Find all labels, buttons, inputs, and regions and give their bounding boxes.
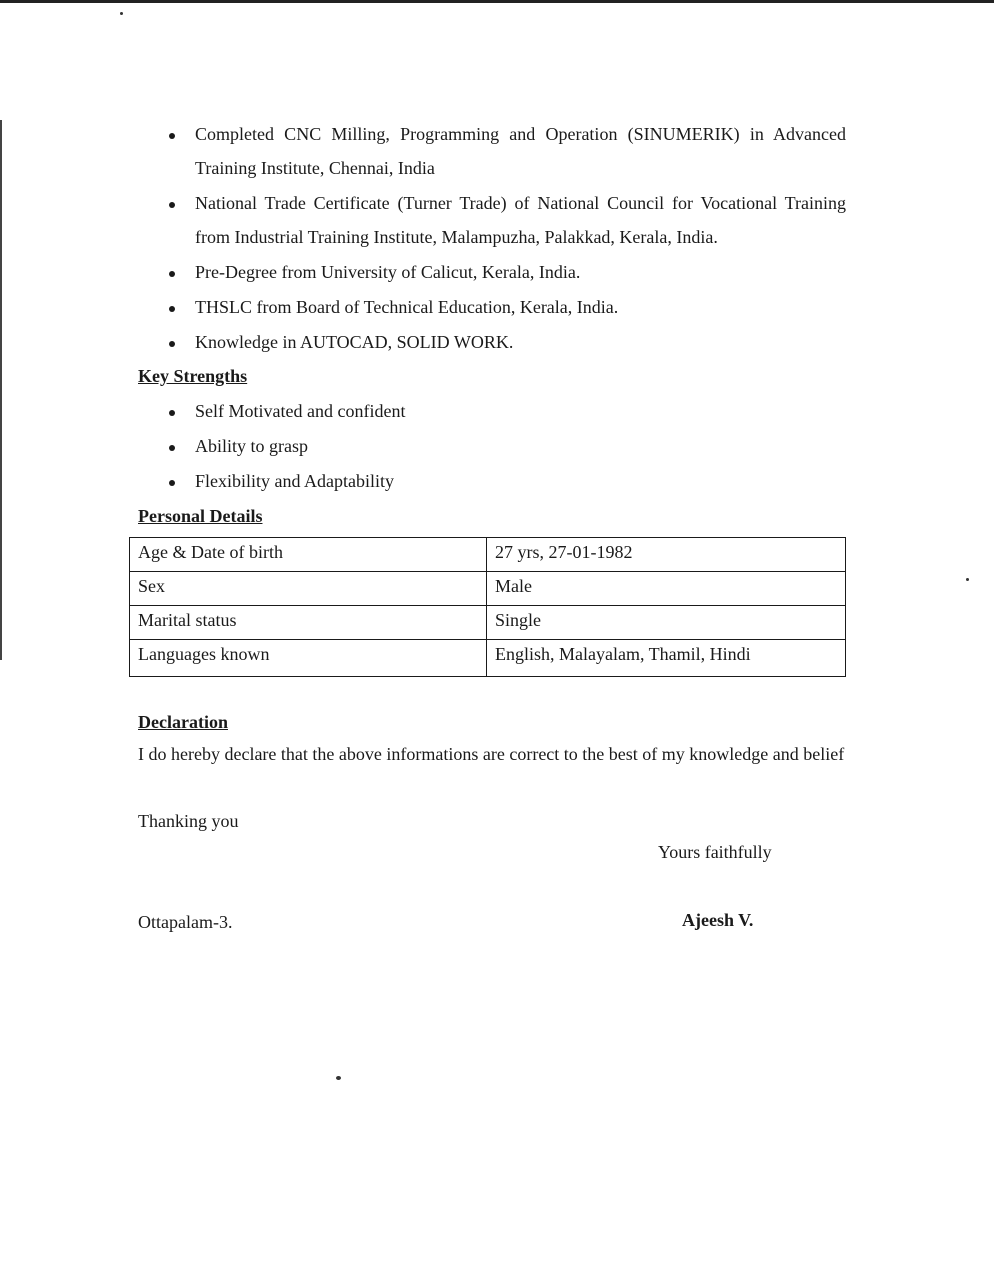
list-item xyxy=(164,429,846,463)
list-item-text: THSLC from Board of Technical Education, Kerala, India. xyxy=(195,297,619,317)
list-item-text: Pre-Degree from University of Calicut, Kerala, India. xyxy=(195,262,581,282)
closing-text: Yours faithfully xyxy=(658,842,772,862)
table-row xyxy=(130,572,846,606)
personal-details-heading: Personal Details xyxy=(138,506,263,526)
list-item-text: Self Motivated and confident xyxy=(195,401,406,421)
list-item xyxy=(164,117,846,185)
list-item-text: Flexibility and Adaptability xyxy=(195,471,394,491)
scan-edge-top xyxy=(0,0,994,3)
bullet-icon xyxy=(169,133,175,139)
qualifications-list xyxy=(164,117,846,360)
table-cell-value: Single xyxy=(487,606,846,640)
place-text: Ottapalam-3. xyxy=(138,912,233,932)
list-item xyxy=(164,255,846,289)
list-item xyxy=(164,394,846,428)
scan-speck xyxy=(336,1076,341,1080)
bullet-icon xyxy=(169,271,175,277)
key-strengths-heading: Key Strengths xyxy=(138,366,248,386)
bullet-icon xyxy=(169,410,175,416)
table-cell-label: Sex xyxy=(130,572,487,606)
declaration-text: I do hereby declare that the above informations are correct to the best of my knowledge and belief xyxy=(138,744,845,764)
list-item-text: Ability to grasp xyxy=(195,436,308,456)
table-row xyxy=(130,640,846,677)
signatory-name: Ajeesh V. xyxy=(682,910,754,930)
list-item-text: Knowledge in AUTOCAD, SOLID WORK. xyxy=(195,332,514,352)
declaration-heading: Declaration xyxy=(138,712,228,732)
table-cell-value: 27 yrs, 27-01-1982 xyxy=(487,538,846,572)
list-item xyxy=(164,325,846,359)
personal-details-table xyxy=(129,537,846,677)
table-cell-value: Male xyxy=(487,572,846,606)
list-item xyxy=(164,464,846,498)
list-item-text: National Trade Certificate (Turner Trade) of National Council for Vocational Training from Industrial Training Institute, Malampuzha, Palakkad, Kerala, India. xyxy=(195,193,846,247)
list-item xyxy=(164,290,846,324)
thanking-text: Thanking you xyxy=(138,811,239,831)
table-cell-label: Age & Date of birth xyxy=(130,538,487,572)
scan-speck xyxy=(120,12,123,15)
bullet-icon xyxy=(169,480,175,486)
list-item-text: Completed CNC Milling, Programming and Operation (SINUMERIK) in Advanced Training Institute, Chennai, India xyxy=(195,124,846,178)
bullet-icon xyxy=(169,306,175,312)
scan-edge-left xyxy=(0,120,2,660)
table-row xyxy=(130,538,846,572)
table-cell-label: Marital status xyxy=(130,606,487,640)
bullet-icon xyxy=(169,202,175,208)
key-strengths-list xyxy=(164,394,846,499)
bullet-icon xyxy=(169,445,175,451)
table-cell-label: Languages known xyxy=(130,640,487,677)
table-row xyxy=(130,606,846,640)
list-item xyxy=(164,186,846,254)
scan-speck xyxy=(966,578,969,581)
table-cell-value: English, Malayalam, Thamil, Hindi xyxy=(487,640,846,677)
bullet-icon xyxy=(169,341,175,347)
